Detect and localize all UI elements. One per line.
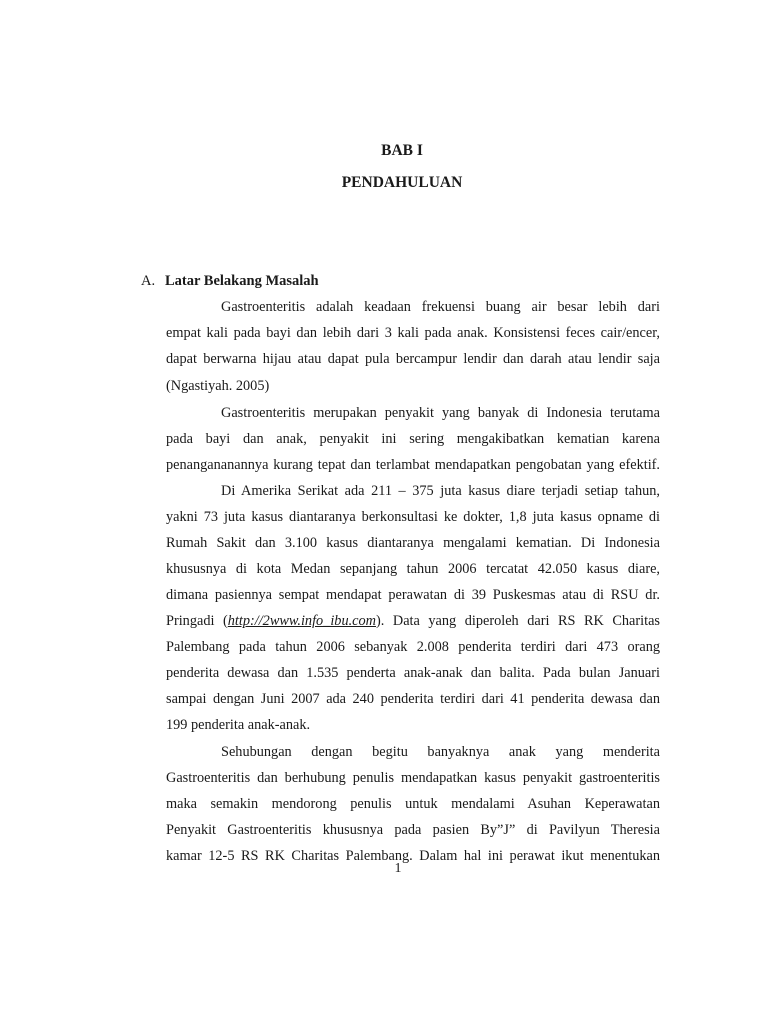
text-line: Sehubungan dengan begitu banyaknya anak yang menderita (221, 744, 660, 760)
citation-suffix: ). (376, 613, 385, 629)
section-letter: A. (141, 273, 156, 289)
text-line: Rumah Sakit dan 3.100 kasus diantaranya mengalami kematian. Di Indonesia (166, 535, 660, 551)
text-line: yakni 73 juta kasus diantaranya berkonsultasi ke dokter, 1,8 juta kasus opname di (166, 509, 660, 525)
text-line: dapat berwarna hijau atau dapat pula bercampur lendir dan darah atau lendir saja (166, 351, 660, 367)
text-line: Penyakit Gastroenteritis khususnya pada pasien By”J” di Pavilyun Theresia (166, 822, 660, 838)
text-line: penangananannya kurang tepat dan terlambat mendapatkan pengobatan yang efektif. (166, 457, 660, 473)
text-line: Gastroenteritis adalah keadaan frekuensi buang air besar lebih dari (221, 299, 660, 315)
section-heading (141, 273, 319, 290)
text-line: Gastroenteritis dan berhubung penulis mendapatkan kasus penyakit gastroenteritis (166, 770, 660, 786)
page-number: 1 (394, 861, 402, 876)
text-line: Gastroenteritis merupakan penyakit yang banyak di Indonesia terutama (221, 405, 660, 421)
citation-prefix: Pringadi ( (166, 613, 228, 629)
text-line: (Ngastiyah. 2005) (166, 378, 270, 394)
text-line: maka semakin mendorong penulis untuk mendalami Asuhan Keperawatan (166, 796, 660, 812)
text-line: Di Amerika Serikat ada 211 – 375 juta kasus diare terjadi setiap tahun, (221, 483, 660, 499)
chapter-number: BAB I (381, 142, 423, 159)
text-line: pada bayi dan anak, penyakit ini sering mengakibatkan kematian karena (166, 431, 660, 447)
text-line: penderita dewasa dan 1.535 penderta anak-anak dan balita. Pada bulan Januari (166, 665, 660, 681)
text-line: kamar 12-5 RS RK Charitas Palembang. Dalam hal ini perawat ikut menentukan (166, 848, 660, 864)
citation-link[interactable]: http://2www.info_ibu.com (227, 613, 377, 629)
text-line: sampai dengan Juni 2007 ada 240 penderita terdiri dari 41 penderita dewasa dan (166, 691, 660, 707)
chapter-title: PENDAHULUAN (341, 174, 463, 191)
text-line: 199 penderita anak-anak. (166, 717, 311, 733)
text-line (166, 612, 660, 630)
text-line: empat kali pada bayi dan lebih dari 3 kali pada anak. Konsistensi feces cair/encer, (166, 325, 660, 341)
line-rest: Data yang diperoleh dari RS RK Charitas (392, 613, 660, 629)
text-line: dimana pasiennya sempat mendapat perawatan di 39 Puskesmas atau di RSU dr. (166, 587, 660, 603)
text-line: khususnya di kota Medan sepanjang tahun 2006 tercatat 42.050 kasus diare, (166, 561, 660, 577)
section-title: Latar Belakang Masalah (165, 273, 319, 289)
text-line: Palembang pada tahun 2006 sebanyak 2.008 penderita terdiri dari 473 orang (166, 639, 660, 655)
